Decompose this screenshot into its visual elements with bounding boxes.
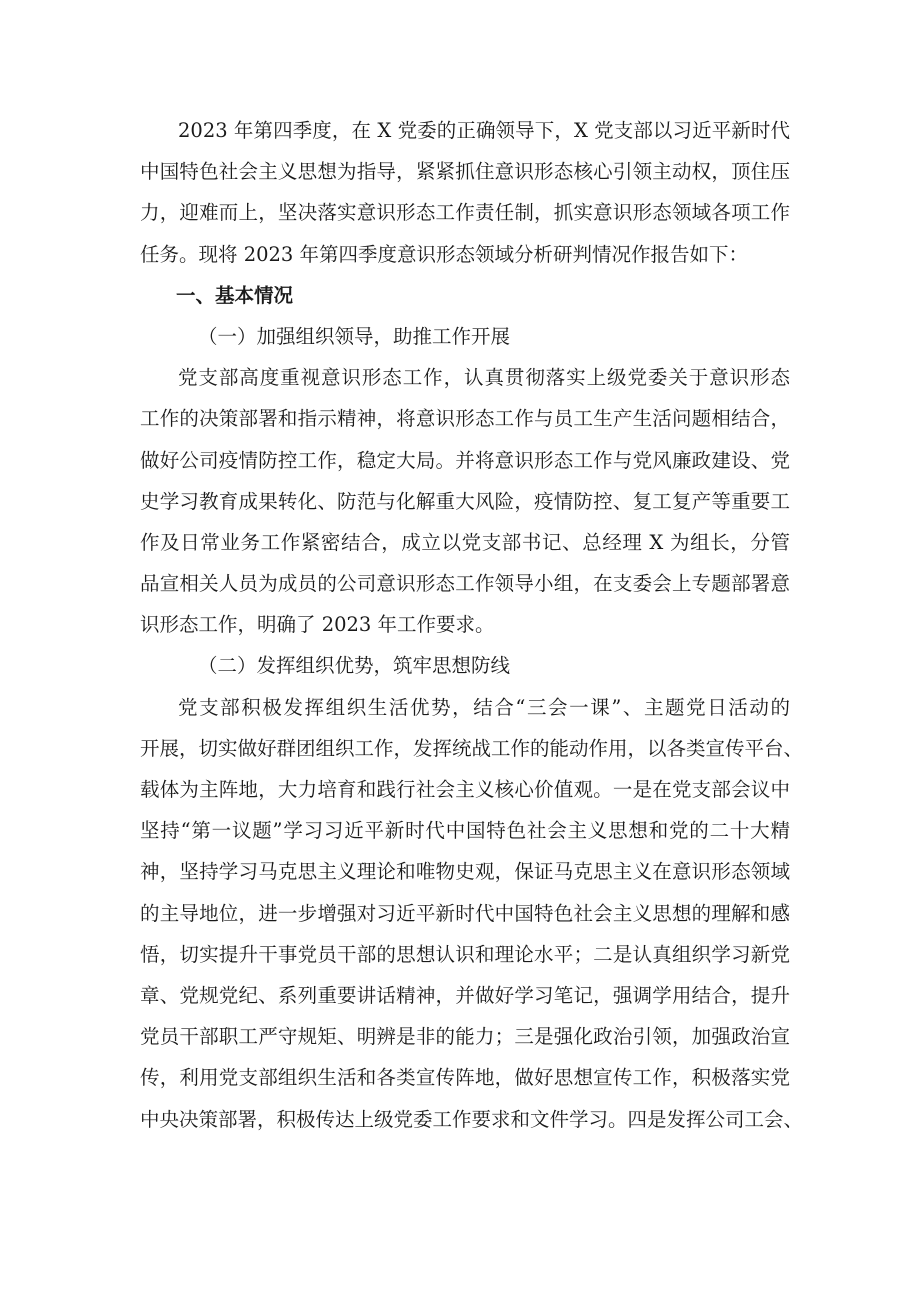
- sub1-line-5: 作及日常业务工作紧密结合，成立以党支部书记、总经理 X 为组长，分管: [140, 530, 790, 554]
- subsection-1-paragraph: [140, 357, 790, 645]
- section-heading-basic-situation: 一、基本情况: [176, 283, 294, 307]
- sub2-line-1: 党支部积极发挥组织生活优势，结合“三会一课”、主题党日活动的: [178, 695, 790, 719]
- intro-paragraph: [140, 110, 790, 275]
- document-page: [140, 110, 804, 1140]
- sub2-line-3: 载体为主阵地，大力培育和践行社会主义核心价值观。一是在党支部会议中: [140, 778, 790, 801]
- intro-line-2: 中国特色社会主义思想为指导，紧紧抓住意识形态核心引领主动权，顶住压: [140, 160, 790, 184]
- sub1-line-3: 做好公司疫情防控工作，稳定大局。并将意识形态工作与党风廉政建设、党: [140, 448, 790, 472]
- sub2-line-5: 神，坚持学习马克思主义理论和唯物史观，保证马克思主义在意识形态领域: [140, 860, 790, 884]
- sub2-line-11: 中央决策部署，积极传达上级党委工作要求和文件学习。四是发挥公司工会、: [140, 1107, 804, 1131]
- sub2-line-6: 的主导地位，进一步增强对习近平新时代中国特色社会主义思想的理解和感: [140, 901, 790, 925]
- sub2-line-9: 党员干部职工严守规矩、明辨是非的能力；三是强化政治引领，加强政治宣: [140, 1025, 790, 1049]
- sub1-line-1: 党支部高度重视意识形态工作，认真贯彻落实上级党委关于意识形态: [178, 366, 790, 390]
- intro-line-4: 任务。现将 2023 年第四季度意识形态领域分析研判情况作报告如下：: [140, 242, 749, 266]
- sub2-line-7: 悟，切实提升干事党员干部的思想认识和理论水平；二是认真组织学习新党: [140, 942, 790, 966]
- intro-line-3: 力，迎难而上，坚决落实意识形态工作责任制，抓实意识形态领域各项工作: [140, 201, 790, 225]
- intro-line-1: 2023 年第四季度，在 X 党委的正确领导下，X 党支部以习近平新时代: [178, 119, 790, 142]
- sub2-line-8: 章、党规党纪、系列重要讲话精神，并做好学习笔记，强调学用结合，提升: [140, 983, 790, 1007]
- sub1-line-4: 史学习教育成果转化、防范与化解重大风险，疫情防控、复工复产等重要工: [140, 489, 790, 513]
- subsection-heading-2: （二）发挥组织优势，筑牢思想防线: [198, 654, 511, 678]
- subsection-2-paragraph: [140, 687, 804, 1140]
- sub2-line-4: 坚持“第一议题”学习习近平新时代中国特色社会主义思想和党的二十大精: [140, 819, 790, 843]
- sub1-line-2: 工作的决策部署和指示精神，将意识形态工作与员工生产生活问题相结合，: [140, 407, 790, 431]
- sub1-line-7: 识形态工作，明确了 2023 年工作要求。: [140, 613, 495, 637]
- sub2-line-2: 开展，切实做好群团组织工作，发挥统战工作的能动作用，以各类宣传平台、: [140, 736, 804, 760]
- sub1-line-6: 品宣相关人员为成员的公司意识形态工作领导小组，在支委会上专题部署意: [140, 572, 790, 596]
- sub2-line-10: 传，利用党支部组织生活和各类宣传阵地，做好思想宣传工作，积极落实党: [140, 1066, 790, 1090]
- subsection-heading-1: （一）加强组织领导，助推工作开展: [198, 324, 511, 348]
